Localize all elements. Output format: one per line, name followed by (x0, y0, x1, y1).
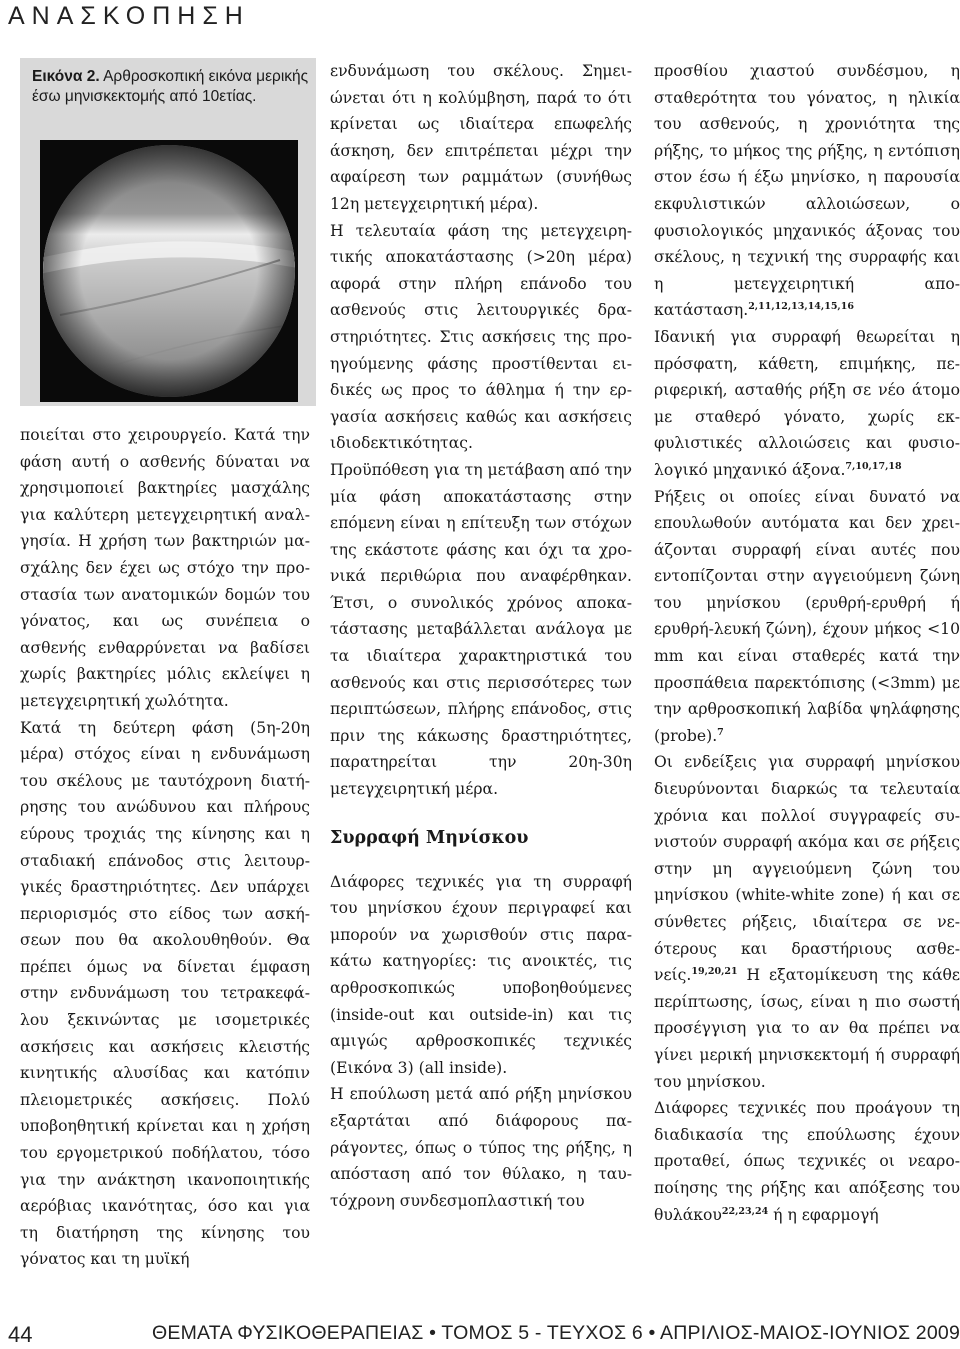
arthroscopic-image (40, 140, 298, 402)
paragraph (654, 484, 960, 750)
paragraph: ποιείται στο χειρουργείο. Κατά την φάση αυτή ο ασθενής δύναται να χρησιμοποιεί βακτηρίες μασχάλης για καλύτερη μετεγχειρητική αναλγησία. Η χρήση των βακτηριών μασχάλης δεν έχει ως στόχο την προστασία των ανατομικών δομών του γόνατος, και ως συνέπεια ο ασθενής ενθαρρύνεται να βαδίσει χωρίς βακτηρίες μόλις εκλείψει η μετεγχειρητική χωλότητα. (20, 426, 310, 710)
paragraph-text: Η εξατομίκευση της κάθε περίπτωσης, ίσως, είναι η πιο σωστή προσέγγιση για το αν θα πρέπει να γίνει μερική μηνισκεκτομή ή συρραφή του μηνίσκου. (654, 966, 960, 1091)
column-1 (20, 422, 310, 1273)
paragraph: Προϋπόθεση για τη μετάβαση από την μία φάση αποκατάστασης στην επόμενη είναι η επίτευξη των στόχων της εκάστοτε φάσης και όχι τα χρονικά περιθώρια που αναφέρθηκαν. Έτσι, ο συνολικός χρόνος αποκατάστασης μεταβάλλεται ανάλογα με τα ιδιαίτερα χαρακτηριστικά του ασθενούς και στις περισσότερες των περιπτώσεων, πλήρης επάνοδος, στις πριν της κάκωσης δραστηριότητες, παρατηρείται την 20η-30η μετεγχειρητική μέρα. (330, 460, 632, 799)
paragraph: ενδυνάμωση του σκέλους. Σημειώνεται ότι η κολύμβηση, παρά το ότι κρίνεται ως ιδιαίτερα επωφελής άσκηση, δεν επιτρέπεται μέχρι την αφαίρεση των ραμμάτων (συνήθως 12η μετεγχειρητική μέρα). (330, 62, 632, 213)
column-2 (330, 58, 632, 1214)
paragraph (654, 58, 960, 324)
section-heading: Συρραφή Μηνίσκου (330, 827, 529, 848)
arthroscopic-image-graphic (40, 140, 298, 402)
paragraph-text: προσθίου χιαστού συνδέσμου, η σταθερότητα του γόνατος, η ηλικία του ασθενούς, η χρονιότητα της ρήξης, το μήκος της ρήξης, η εντόπιση στον έσω ή έξω μηνίσκο, η παρουσία εκφυλιστικών αλλοιώσεων, ο φυσιολογικός μηχανικός άξονας του σκέλους, η τεχνική της συρραφής και η μετεγχειρητική αποκατάσταση. (654, 62, 960, 320)
page-number: 44 (8, 1322, 33, 1347)
paragraph: Η τελευταία φάση της μετεγχειρητικής αποκατάστασης (>20η μέρα) αφορά στην πλήρη επάνοδο του ασθενούς στις λειτουργικές δραστηριότητες. Στις ασκήσεις της προηγούμενης φάσης προστίθενται ειδικές ως προς το άθλημα ή την εργασία ασκήσεις καθώς και ασκήσεις ιδιοδεκτικότητας. (330, 221, 632, 453)
paragraph (654, 324, 960, 484)
paragraph-text: Ρήξεις οι οποίες είναι δυνατό να επουλωθούν αυτόματα και δεν χρειάζονται συρραφή είναι αυτές που εντοπίζονται στην αγγειούμενη ζώνη του μηνίσκου (ερυθρή-ερυθρή ή ερυθρή-λευκή ζώνη), έχουν μήκος <10 mm και είναι σταθερές κατά την προσπάθεια παρεκτόπισης (<3mm) με την αρθροσκοπική λαβίδα ψηλάφησης (probe). (654, 487, 960, 745)
figure-label: Εικόνα 2. (32, 68, 100, 85)
section-header: ΑΝΑΣΚΟΠΗΣΗ (8, 2, 250, 30)
citation-refs: 19,20,21 (691, 966, 738, 978)
paragraph (654, 749, 960, 1095)
citation-refs: 2,11,12,13,14,15,16 (748, 301, 854, 313)
paragraph (654, 1095, 960, 1228)
paragraph-text: Οι ενδείξεις για συρραφή μηνίσκου διευρύνονται διαρκώς τα τελευταία χρόνια και πολλοί συγγραφείς συνιστούν συρραφή ακόμα και σε ρήξεις στην μη αγγειούμενη ζώνη του μηνίσκου (white-white zone) ή και σε σύνθετες ρήξεις, ιδιαίτερα σε νεότερους και δραστήριους ασθενείς. (654, 753, 960, 985)
journal-info: ΘΕΜΑΤΑ ΦΥΣΙΚΟΘΕΡΑΠΕΙΑΣ • ΤΟΜΟΣ 5 - ΤΕΥΧΟΣ 6 • ΑΠΡΙΛΙΟΣ-ΜΑΙΟΣ-ΙΟΥΝΙΟΣ 2009 (152, 1322, 960, 1344)
figure-caption (32, 67, 310, 107)
figure-caption-text: Αρθροσκοπική εικόνα μερικής έσω μηνισκεκτομής από 10ετίας. (32, 68, 309, 105)
paragraph-text: Διάφορες τεχνικές που προάγουν τη διαδικασία της επούλωσης έχουν προταθεί, όπως τεχνικές οι νεαροποίησης της ρήξης και απόξεσης του θυλάκου (654, 1099, 960, 1224)
column-3 (654, 58, 960, 1228)
citation-refs: 7 (717, 726, 724, 738)
paragraph: Η επούλωση μετά από ρήξη μηνίσκου εξαρτάται από διάφορους παράγοντες, όπως ο τύπος της ρήξης, η απόσταση από τον θύλακο, η ταυτόχρονη συνδεσμοπλαστική του (330, 1085, 632, 1210)
paragraph-text: ή η εφαρμογή (768, 1205, 879, 1224)
citation-refs: 7,10,17,18 (845, 460, 902, 472)
paragraph: Διάφορες τεχνικές για τη συρραφή του μηνίσκου έχουν περιγραφεί και μπορούν να χωρισθούν στις παρακάτω κατηγορίες: τις ανοικτές, τις αρθροσκοπικώς υποβοηθούμενες (inside-out και outside-in) και τις αμιγώς αρθροσκοπικές τεχνικές (Εικόνα 3) (all inside). (330, 872, 632, 1077)
paragraph-text: Ιδανική για συρραφή θεωρείται η πρόσφατη, κάθετη, επιμήκης, περιφερική, ασταθής ρήξη σε νέο άτομο με σταθερό γόνατο, χωρίς εκφυλιστικές αλλοιώσεις και φυσιολογικό μηχανικό άξονα. (654, 327, 960, 479)
citation-refs: 22,23,24 (721, 1205, 769, 1217)
paragraph: Κατά τη δεύτερη φάση (5η-20η μέρα) στόχος είναι η ενδυνάμωση του σκέλους με ταυτόχρονη διατήρησης του ανώδυνου και πλήρους εύρους τροχιάς της κίνησης και η σταδιακή επάνοδος στις λειτουργικές δραστηριότητες. Δεν υπάρχει περιορισμός στο είδος των ασκήσεων που θα ακολουθηθούν. Θα πρέπει όμως να δίνεται έμφαση στην ενδυνάμωση του τετρακεφάλου ξεκινώντας με ισομετρικές ασκήσεις και ασκήσεις κλειστής κινητικής αλυσίδας και κατόπιν πλειομετρικές ασκήσεις. Πολύ υποβοηθητική κρίνεται και η χρήση του εργομετρικού ποδήλατου, τόσο για την ανάκτηση ικανοποιητικής αερόβιας ικανότητας, όσο και για τη διατήρηση της κίνησης του γόνατος και τη μυϊκή (20, 718, 310, 1269)
